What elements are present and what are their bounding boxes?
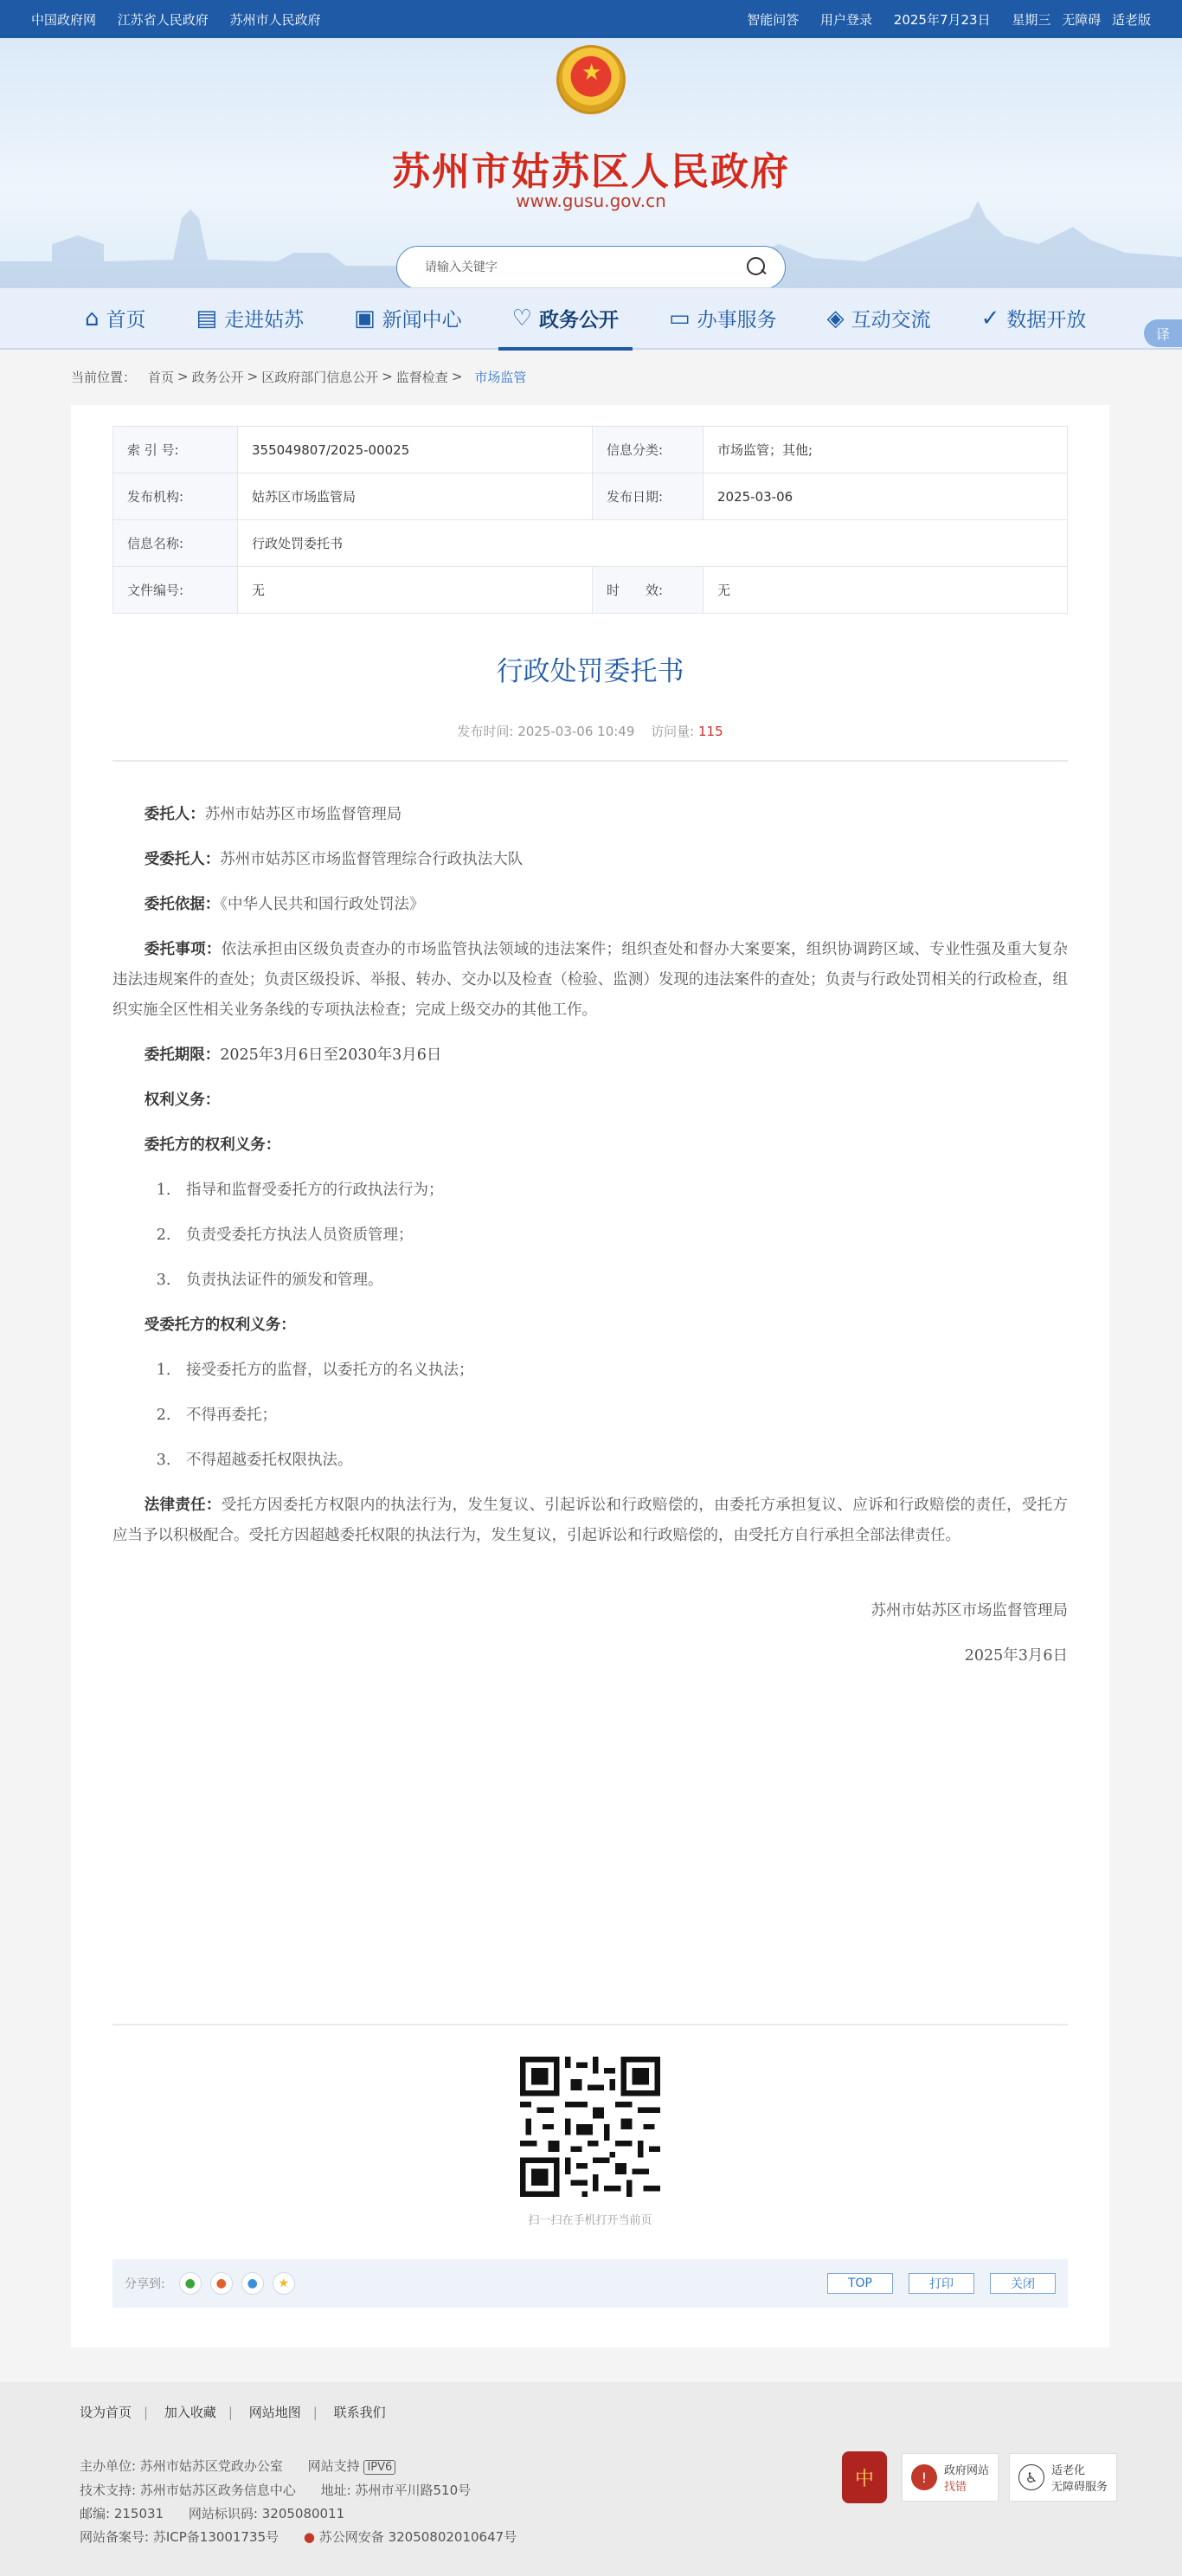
set-homepage-link[interactable]: 设为首页 bbox=[80, 2405, 132, 2420]
table-row bbox=[113, 473, 1068, 520]
qq-icon[interactable]: ● bbox=[241, 2272, 264, 2295]
news-icon: ▣ bbox=[354, 305, 376, 332]
icp-label: 网站备案号: bbox=[80, 2529, 150, 2545]
publish-time-value: 2025-03-06 10:49 bbox=[517, 724, 635, 739]
main-nav bbox=[0, 287, 1182, 350]
national-emblem: ★ bbox=[556, 45, 626, 114]
paragraph: 委托事项：依法承担由区级负责查办的市场监管执法领域的违法案件；组织查处和督办大案要案，组织协调跨区域、专业性强及重大复杂违法违规案件的查处；负责区级投诉、举报、转办、交办以及检查（检验、监测）发现的违法案件的查处；负责与行政处罚相关的行政检查，组织实施全区性相关业务条线的专项执法检查；完成上级交办的其他工作。 bbox=[112, 941, 1069, 1019]
breadcrumb-separator: > bbox=[177, 369, 189, 384]
search-box bbox=[396, 246, 786, 287]
footer-links: 设为首页 | 加入收藏 | 网站地图 | 联系我们 bbox=[80, 2405, 386, 2420]
close-button[interactable]: 关闭 bbox=[990, 2273, 1056, 2294]
date-value: 2025-03-06 bbox=[703, 473, 1068, 520]
police-record[interactable]: 苏公网安备 32050802010647号 bbox=[318, 2529, 517, 2545]
nav-label: 互动交流 bbox=[851, 309, 931, 332]
doc-number-value: 无 bbox=[238, 567, 593, 614]
signature-org: 苏州市姑苏区市场监督管理局 bbox=[870, 1602, 1068, 1620]
category-value: 市场监管；其他; bbox=[703, 427, 1068, 473]
accessibility-badge-text: 适老化 无障碍服务 bbox=[1051, 2464, 1108, 2494]
police-icon: ● bbox=[303, 2529, 316, 2545]
article-meta bbox=[71, 722, 1109, 740]
smart-qa-link[interactable]: 智能问答 bbox=[747, 11, 800, 28]
print-button[interactable]: 打印 bbox=[909, 2273, 974, 2294]
qr-code bbox=[520, 2057, 660, 2197]
paragraph: 权利义务： bbox=[144, 1092, 221, 1109]
link-jiangsu-gov[interactable]: 江苏省人民政府 bbox=[117, 11, 209, 28]
validity-value: 无 bbox=[703, 567, 1068, 614]
table-row bbox=[113, 427, 1068, 473]
search-input[interactable] bbox=[425, 261, 747, 274]
translate-button[interactable]: 译 bbox=[1144, 319, 1182, 347]
paragraph: 委托期限：2025年3月6日至2030年3月6日 bbox=[144, 1046, 442, 1064]
info-table bbox=[112, 426, 1068, 614]
home-icon: ⌂ bbox=[85, 305, 100, 332]
title-divider bbox=[112, 760, 1068, 762]
nav-label: 数据开放 bbox=[1006, 309, 1087, 332]
content-divider bbox=[112, 2024, 1068, 2025]
breadcrumb bbox=[0, 350, 1182, 403]
check-icon: ✓ bbox=[980, 305, 1000, 332]
link-gov-cn[interactable]: 中国政府网 bbox=[31, 11, 97, 28]
party-gov-icon: 中 bbox=[854, 2468, 874, 2490]
footer-line bbox=[80, 2502, 517, 2526]
paragraph: 委托依据：《中华人民共和国行政处罚法》 bbox=[144, 896, 425, 913]
breadcrumb-label: 当前位置： bbox=[71, 369, 137, 385]
accessibility-badge[interactable] bbox=[1009, 2453, 1117, 2502]
top-bar bbox=[0, 0, 1182, 38]
postcode-value: 215031 bbox=[113, 2506, 164, 2521]
address-value: 苏州市平川路510号 bbox=[355, 2483, 472, 2498]
publisher-key: 发布机构: bbox=[113, 473, 238, 520]
validity-key: 时 效: bbox=[593, 567, 703, 614]
list-item: 1. 接受委托方的监督，以委托方的名义执法； bbox=[156, 1362, 474, 1379]
views-label: 访问量: bbox=[651, 724, 695, 739]
publish-time-label: 发布时间: bbox=[457, 724, 514, 739]
publisher-value: 姑苏区市场监管局 bbox=[238, 473, 593, 520]
party-gov-badge[interactable] bbox=[842, 2451, 887, 2503]
breadcrumb-separator: > bbox=[247, 369, 259, 384]
qr-caption: 扫一扫在手机打开当前页 bbox=[528, 2214, 652, 2227]
footer bbox=[0, 2382, 1182, 2576]
top-right bbox=[747, 10, 1151, 29]
paragraph: 委托人：苏州市姑苏区市场监督管理局 bbox=[144, 806, 402, 823]
breadcrumb-current[interactable]: 市场监管 bbox=[474, 369, 527, 385]
siteid-value: 3205080011 bbox=[261, 2506, 345, 2521]
nav-services[interactable] bbox=[655, 288, 791, 349]
error-badge-text: 政府网站 找错 bbox=[944, 2464, 990, 2494]
top-links bbox=[31, 10, 338, 29]
list-item: 2. 负责受委托方执法人员资质管理； bbox=[156, 1227, 414, 1244]
nav-label: 办事服务 bbox=[697, 309, 777, 332]
signature-date: 2025年3月6日 bbox=[964, 1647, 1068, 1665]
header-banner bbox=[0, 38, 1182, 287]
nav-open-data[interactable] bbox=[967, 288, 1101, 349]
nav-news[interactable] bbox=[340, 288, 476, 349]
nav-home[interactable] bbox=[71, 288, 160, 349]
name-key: 信息名称: bbox=[113, 520, 238, 567]
chat-icon: ▭ bbox=[668, 305, 691, 332]
nav-label: 走进姑苏 bbox=[224, 309, 305, 332]
weibo-icon[interactable]: ● bbox=[210, 2272, 233, 2295]
paragraph: 受委托方的权利义务： bbox=[144, 1317, 296, 1334]
article-body bbox=[112, 800, 1068, 1686]
breadcrumb-item[interactable]: 区政府部门信息公开 bbox=[261, 369, 379, 385]
footer-line bbox=[80, 2479, 517, 2502]
qr-section bbox=[71, 2057, 1109, 2227]
site-title: 苏州市姑苏区人民政府 bbox=[392, 150, 790, 194]
breadcrumb-separator: > bbox=[382, 369, 393, 384]
nav-gov-affairs[interactable] bbox=[498, 288, 633, 349]
location-icon: ◈ bbox=[826, 305, 845, 332]
host-value: 苏州市姑苏区党政办公室 bbox=[139, 2458, 283, 2474]
table-row bbox=[113, 567, 1068, 614]
category-key: 信息分类: bbox=[593, 427, 703, 473]
footer-line bbox=[80, 2455, 517, 2479]
list-item: 2. 不得再委托； bbox=[156, 1407, 277, 1424]
search-icon[interactable] bbox=[747, 257, 768, 278]
support-label: 网站支持 bbox=[307, 2458, 360, 2474]
share-label: 分享到: bbox=[125, 2277, 165, 2291]
icp-value[interactable]: 苏ICP备13001735号 bbox=[152, 2529, 279, 2545]
address-label: 地址: bbox=[320, 2483, 351, 2498]
heart-icon: ♡ bbox=[511, 305, 532, 332]
list-item: 3. 负责执法证件的颁发和管理。 bbox=[156, 1272, 383, 1289]
current-date: 2025年7月23日 bbox=[893, 11, 991, 28]
error-report-icon: ! bbox=[911, 2464, 937, 2490]
breadcrumb-item[interactable]: 政务公开 bbox=[191, 369, 244, 385]
current-weekday: 星期三 bbox=[1012, 11, 1051, 28]
footer-line bbox=[80, 2526, 517, 2549]
breadcrumb-item[interactable]: 监督检查 bbox=[395, 369, 448, 385]
date-key: 发布日期: bbox=[593, 473, 703, 520]
contact-link[interactable]: 联系我们 bbox=[333, 2405, 386, 2420]
views-count: 115 bbox=[698, 724, 723, 739]
footer-info bbox=[80, 2455, 517, 2549]
tech-label: 技术支持: bbox=[80, 2483, 137, 2498]
nav-label: 政务公开 bbox=[538, 309, 619, 332]
postcode-label: 邮编: bbox=[80, 2506, 111, 2521]
breadcrumb-item[interactable]: 首页 bbox=[148, 369, 175, 385]
accessibility-link[interactable]: 无障碍 bbox=[1062, 11, 1102, 28]
tech-value: 苏州市姑苏区政务信息中心 bbox=[139, 2483, 296, 2498]
nav-label: 新闻中心 bbox=[382, 309, 462, 332]
top-button[interactable]: TOP bbox=[827, 2273, 893, 2294]
share-actions bbox=[812, 2273, 1056, 2294]
article-card bbox=[71, 405, 1109, 2347]
paragraph: 法律责任：受托方因委托方权限内的执法行为，发生复议、引起诉讼和行政赔偿的，由委托方承担复议、应诉和行政赔偿的责任，受托方应当予以积极配合。受托方因超越委托权限的执法行为，发生复议，引起诉讼和行政赔偿的，由受托方自行承担全部法律责任。 bbox=[112, 1497, 1069, 1544]
index-key: 索 引 号: bbox=[113, 427, 238, 473]
index-value: 355049807/2025-00025 bbox=[238, 427, 593, 473]
list-item: 1. 指导和监督受委托方的行政执法行为； bbox=[156, 1182, 444, 1199]
site-url: www.gusu.gov.cn bbox=[516, 190, 666, 211]
nav-interaction[interactable] bbox=[813, 288, 945, 349]
sitemap-link[interactable]: 网站地图 bbox=[248, 2405, 301, 2420]
gov-site-error-badge[interactable] bbox=[902, 2453, 999, 2502]
paragraph: 受委托人：苏州市姑苏区市场监督管理综合行政执法大队 bbox=[144, 851, 524, 868]
share-bar bbox=[112, 2259, 1068, 2308]
ipv6-badge: IPV6 bbox=[363, 2460, 395, 2475]
elderly-mode-link[interactable]: 适老版 bbox=[1111, 11, 1151, 28]
wechat-icon[interactable]: ● bbox=[179, 2272, 202, 2295]
table-row bbox=[113, 520, 1068, 567]
book-icon: ▤ bbox=[196, 305, 218, 332]
list-item: 3. 不得超越委托权限执法。 bbox=[156, 1452, 353, 1469]
article-title: 行政处罚委托书 bbox=[496, 656, 684, 687]
qzone-icon[interactable]: ★ bbox=[273, 2272, 295, 2295]
name-value: 行政处罚委托书 bbox=[238, 520, 1068, 567]
doc-number-key: 文件编号: bbox=[113, 567, 238, 614]
siteid-label: 网站标识码: bbox=[188, 2506, 258, 2521]
breadcrumb-separator: > bbox=[451, 369, 463, 384]
wheelchair-icon: ♿ bbox=[1018, 2464, 1044, 2490]
nav-about[interactable] bbox=[183, 288, 318, 349]
host-label: 主办单位: bbox=[80, 2458, 137, 2474]
user-login-link[interactable]: 用户登录 bbox=[820, 11, 873, 28]
link-suzhou-gov[interactable]: 苏州市人民政府 bbox=[229, 11, 321, 28]
add-favorite-link[interactable]: 加入收藏 bbox=[164, 2405, 216, 2420]
paragraph: 委托方的权利义务： bbox=[144, 1137, 281, 1154]
nav-label: 首页 bbox=[106, 309, 146, 332]
